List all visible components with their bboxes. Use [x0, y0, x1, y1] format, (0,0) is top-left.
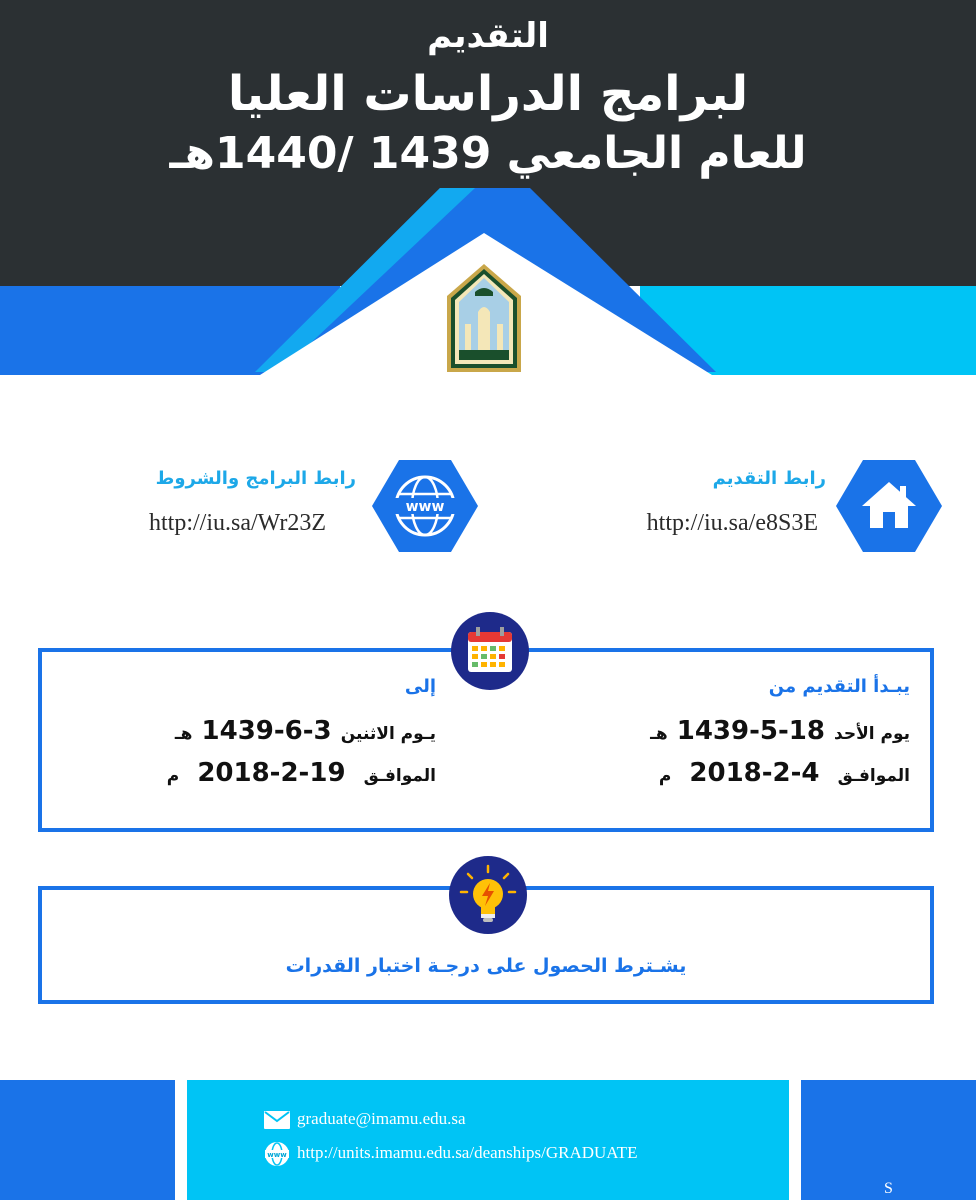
calendar-icon [451, 612, 529, 690]
start-hijri-label: يوم الأحد [834, 724, 910, 744]
end-greg-value: 2018-2-19 [197, 758, 346, 788]
svg-text:www: www [405, 499, 445, 515]
end-greg-label: الموافـق [363, 766, 436, 786]
apply-link-url[interactable]: http://iu.sa/e8S3E [646, 510, 818, 536]
end-hijri-date [80, 716, 436, 746]
footer-corner-mark: S [884, 1180, 893, 1197]
page-title [0, 10, 976, 182]
title-line-year: للعام الجامعي 1439 /1440هـ [169, 128, 807, 179]
end-hijri-value: 1439-6-3 [201, 716, 332, 746]
title-line-apply: التقديم [427, 16, 549, 56]
start-hijri-value: 1439-5-18 [676, 716, 825, 746]
footer-contact-band [187, 1080, 789, 1200]
start-greg-suffix: م [658, 766, 672, 786]
start-greg-label: الموافـق [837, 766, 910, 786]
svg-text:www: www [267, 1151, 287, 1159]
footer-website[interactable]: http://units.imamu.edu.sa/deanships/GRADUATE [297, 1143, 638, 1162]
end-date-heading: إلى [404, 676, 436, 697]
footer-www-globe-icon [264, 1141, 290, 1167]
end-hijri-suffix: هـ [174, 724, 193, 744]
lightbulb-icon [449, 856, 527, 934]
start-date-heading: يبـدأ التقديم من [768, 676, 910, 697]
start-greg-value: 2018-2-4 [689, 758, 820, 788]
start-gregorian-date [560, 758, 910, 788]
footer-email[interactable]: graduate@imamu.edu.sa [297, 1109, 466, 1128]
start-hijri-suffix: هـ [650, 724, 668, 744]
programs-link-title: رابط البرامج والشروط [155, 468, 356, 489]
requirement-text: يشـترط الحصول على درجـة اختبار القدرات [285, 955, 687, 977]
home-icon [836, 460, 942, 552]
title-line-programs: لبرامج الدراسات العليا [227, 66, 749, 122]
end-gregorian-date [80, 758, 436, 788]
end-hijri-label: يـوم الاثنين [340, 724, 436, 744]
apply-link-title: رابط التقديم [712, 468, 826, 489]
envelope-icon [264, 1111, 290, 1129]
university-emblem-icon [445, 262, 523, 374]
programs-link-url[interactable]: http://iu.sa/Wr23Z [148, 510, 326, 536]
www-globe-icon [372, 460, 478, 552]
start-hijri-date [560, 716, 910, 746]
end-greg-suffix: م [166, 766, 180, 786]
footer-left-band [0, 1080, 175, 1200]
